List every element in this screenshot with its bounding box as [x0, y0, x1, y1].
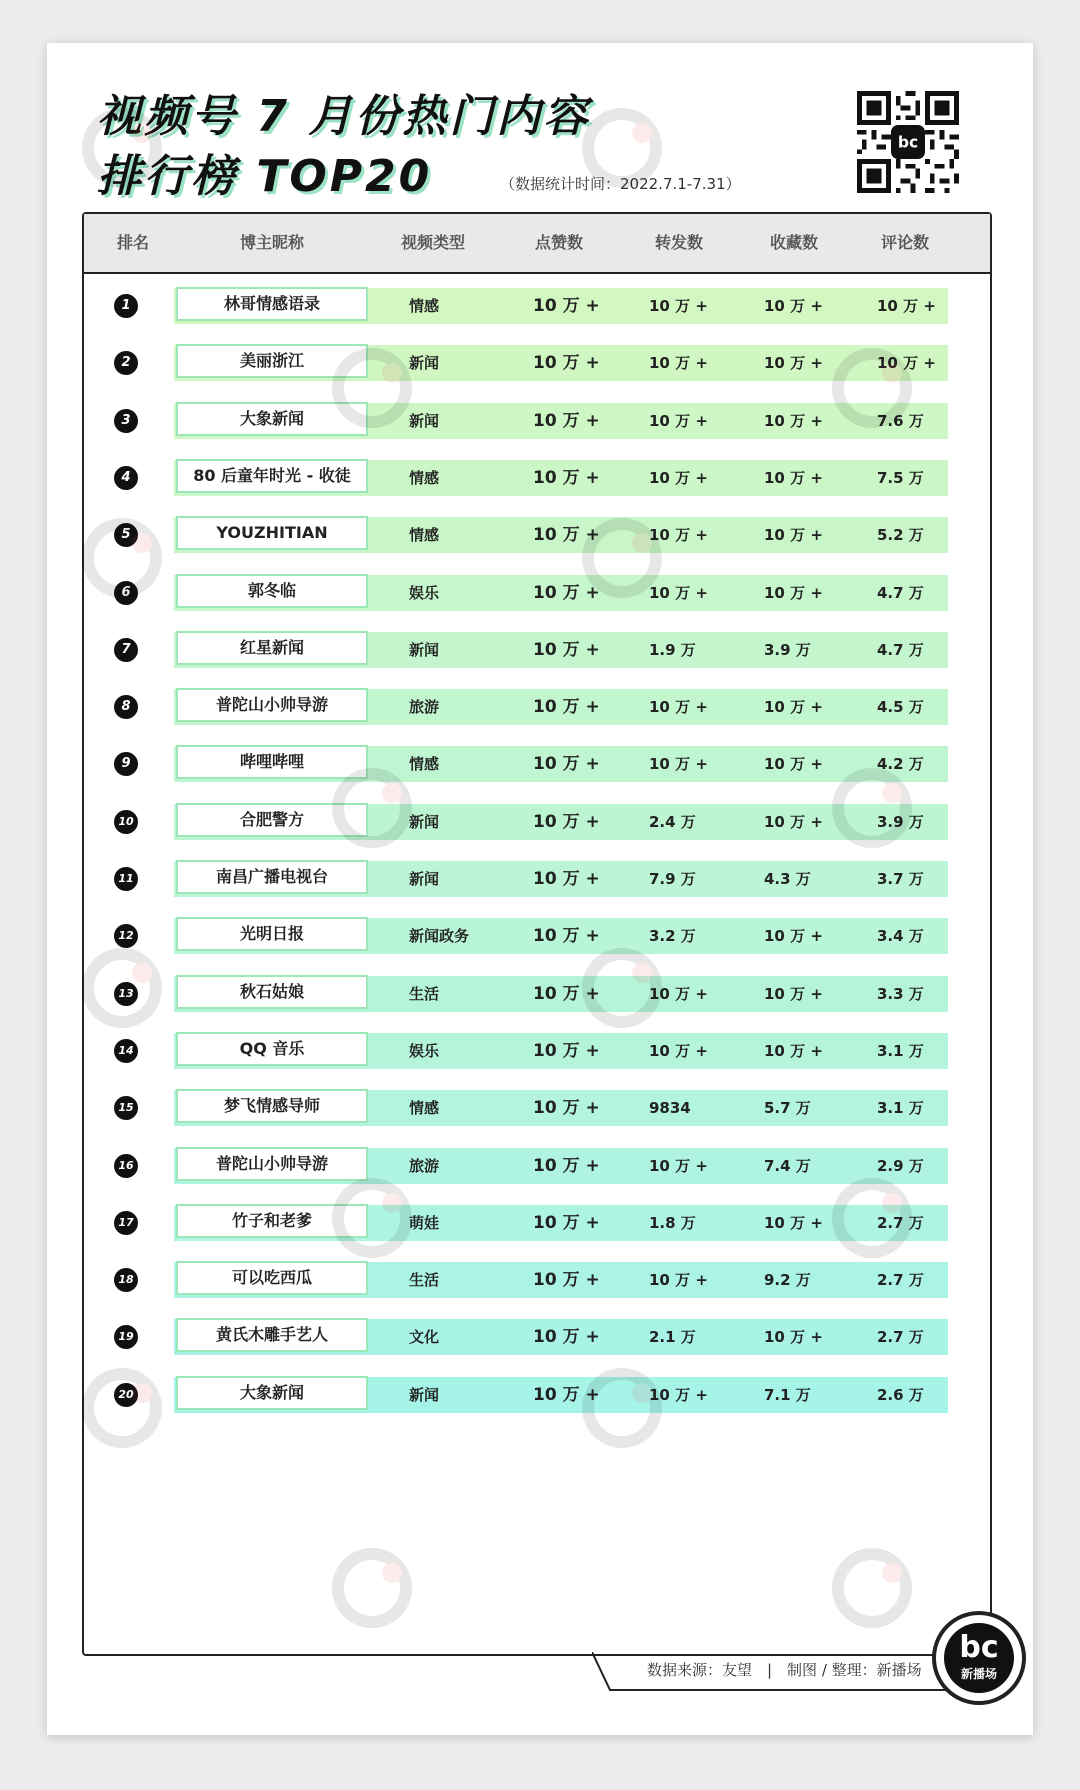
- brand-logo: [932, 1611, 1026, 1705]
- rank-badge: 15: [114, 1096, 138, 1120]
- favorites-count: 10 万 +: [764, 1328, 823, 1347]
- rank-badge: 2: [114, 351, 138, 375]
- table-header: [84, 214, 990, 274]
- blogger-name: 郭冬临: [176, 574, 368, 608]
- comments-count: 3.1 万: [877, 1099, 924, 1118]
- shares-count: 10 万 +: [649, 1385, 708, 1404]
- table-row: [84, 1375, 990, 1415]
- svg-text:bc: bc: [897, 133, 919, 152]
- rank-badge: 13: [114, 982, 138, 1006]
- qr-code: [857, 91, 959, 193]
- favorites-count: 10 万 +: [764, 698, 823, 717]
- brand-logo-text: 新播场: [960, 1667, 997, 1681]
- blogger-name: 黄氏木雕手艺人: [176, 1318, 368, 1352]
- shares-count: 2.4 万: [649, 812, 696, 831]
- favorites-count: 10 万 +: [764, 1213, 823, 1232]
- blogger-name: 红星新闻: [176, 631, 368, 665]
- video-type: 新闻: [409, 870, 440, 888]
- favorites-count: 10 万 +: [764, 583, 823, 602]
- rank-badge: 12: [114, 924, 138, 948]
- col-favorites: 收藏数: [769, 233, 818, 252]
- blogger-name: QQ 音乐: [176, 1032, 368, 1066]
- comments-count: 7.6 万: [877, 411, 924, 430]
- shares-count: 1.9 万: [649, 640, 696, 659]
- blogger-name: 光明日报: [176, 917, 368, 951]
- video-type: 生活: [409, 1271, 440, 1290]
- favorites-count: 10 万 +: [764, 755, 823, 774]
- favorites-count: 7.1 万: [764, 1385, 811, 1404]
- blogger-name: 大象新闻: [176, 402, 368, 436]
- table-row: [84, 1317, 990, 1357]
- comments-count: 10 万 +: [877, 297, 936, 315]
- likes-count: 10 万 +: [533, 1098, 600, 1119]
- blogger-name: YOUZHITIAN: [176, 516, 368, 550]
- comments-count: 2.7 万: [877, 1271, 924, 1290]
- blogger-name: 大象新闻: [176, 1376, 368, 1410]
- likes-count: 10 万 +: [533, 697, 600, 718]
- shares-count: 7.9 万: [649, 870, 696, 888]
- blogger-name: 林哥情感语录: [176, 287, 368, 321]
- comments-count: 2.7 万: [877, 1328, 924, 1347]
- likes-count: 10 万 +: [533, 811, 600, 832]
- likes-count: 10 万 +: [533, 754, 600, 775]
- table-row: [84, 1031, 990, 1071]
- comments-count: 4.2 万: [877, 755, 924, 774]
- video-type: 萌娃: [409, 1213, 440, 1232]
- rank-badge: 20: [114, 1383, 138, 1407]
- col-type: 视频类型: [400, 233, 465, 252]
- comments-count: 4.5 万: [877, 698, 924, 717]
- video-type: 新闻: [409, 354, 440, 373]
- shares-count: 10 万 +: [649, 1156, 708, 1175]
- blogger-name: 哔哩哔哩: [176, 745, 368, 779]
- blogger-name: 竹子和老爹: [176, 1204, 368, 1238]
- video-type: 情感: [409, 1099, 440, 1118]
- blogger-name: 普陀山小帅导游: [176, 688, 368, 722]
- rank-badge: 19: [114, 1325, 138, 1349]
- comments-count: 3.9 万: [877, 812, 924, 831]
- rank-badge: 8: [114, 695, 138, 719]
- blogger-name: 80 后童年时光 - 收徒: [176, 459, 368, 493]
- blogger-name: 秋石姑娘: [176, 975, 368, 1009]
- shares-count: 9834: [649, 1099, 691, 1118]
- blogger-name: 普陀山小帅导游: [176, 1147, 368, 1181]
- video-type: 娱乐: [409, 583, 440, 602]
- rank-badge: 7: [114, 638, 138, 662]
- table-row: [84, 286, 990, 326]
- stat-time: （数据统计时间：2022.7.1-7.31）: [500, 175, 741, 193]
- favorites-count: 5.7 万: [764, 1099, 811, 1118]
- rank-badge: 18: [114, 1268, 138, 1292]
- ranking-card: [47, 43, 1033, 1735]
- video-type: 新闻: [409, 411, 440, 430]
- brand-logo-badge: [944, 1623, 1014, 1693]
- table-row: [84, 401, 990, 441]
- rank-badge: 14: [114, 1039, 138, 1063]
- video-type: 文化: [409, 1328, 440, 1347]
- likes-count: 10 万 +: [533, 353, 600, 374]
- comments-count: 3.3 万: [877, 984, 924, 1003]
- table-row: [84, 343, 990, 383]
- shares-count: 10 万 +: [649, 1041, 708, 1060]
- video-type: 情感: [409, 755, 440, 774]
- favorites-count: 3.9 万: [764, 640, 811, 659]
- table-row: [84, 458, 990, 498]
- blogger-name: 梦飞情感导师: [176, 1089, 368, 1123]
- video-type: 新闻政务: [409, 927, 470, 946]
- rank-badge: 10: [114, 810, 138, 834]
- likes-count: 10 万 +: [533, 1212, 600, 1233]
- favorites-count: 10 万 +: [764, 468, 823, 487]
- title-line-2: 排行榜 TOP20: [97, 151, 433, 202]
- rank-badge: 9: [114, 752, 138, 776]
- table-row: [84, 1146, 990, 1186]
- likes-count: 10 万 +: [533, 926, 600, 947]
- shares-count: 10 万 +: [649, 468, 708, 487]
- comments-count: 3.4 万: [877, 927, 924, 946]
- shares-count: 10 万 +: [649, 583, 708, 602]
- table-row: [84, 687, 990, 727]
- likes-count: 10 万 +: [533, 1384, 600, 1405]
- comments-count: 2.9 万: [877, 1156, 924, 1175]
- table-row: [84, 573, 990, 613]
- table-row: [84, 1203, 990, 1243]
- shares-count: 10 万 +: [649, 755, 708, 774]
- shares-count: 10 万 +: [649, 297, 708, 315]
- table-row: [84, 1088, 990, 1128]
- table-row: [84, 916, 990, 956]
- likes-count: 10 万 +: [533, 525, 600, 546]
- blogger-name: 可以吃西瓜: [176, 1261, 368, 1295]
- col-comments: 评论数: [880, 233, 929, 252]
- blogger-name: 南昌广播电视台: [176, 860, 368, 894]
- comments-count: 2.6 万: [877, 1385, 924, 1404]
- video-type: 新闻: [409, 812, 440, 831]
- rank-badge: 5: [114, 523, 138, 547]
- favorites-count: 10 万 +: [764, 984, 823, 1003]
- table-row: [84, 515, 990, 555]
- comments-count: 4.7 万: [877, 640, 924, 659]
- comments-count: 5.2 万: [877, 526, 924, 545]
- rank-badge: 6: [114, 581, 138, 605]
- video-type: 娱乐: [409, 1041, 440, 1060]
- rank-badge: 17: [114, 1211, 138, 1235]
- shares-count: 10 万 +: [649, 984, 708, 1003]
- likes-count: 10 万 +: [533, 983, 600, 1004]
- likes-count: 10 万 +: [533, 1040, 600, 1061]
- favorites-count: 10 万 +: [764, 927, 823, 946]
- rank-badge: 11: [114, 867, 138, 891]
- video-type: 情感: [409, 526, 440, 545]
- video-type: 情感: [409, 297, 440, 315]
- likes-count: 10 万 +: [533, 410, 600, 431]
- shares-count: 10 万 +: [649, 411, 708, 430]
- table-row: [84, 859, 990, 899]
- table-row: [84, 1260, 990, 1300]
- favorites-count: 10 万 +: [764, 1041, 823, 1060]
- table-row: [84, 802, 990, 842]
- favorites-count: 4.3 万: [764, 870, 811, 888]
- table-row: [84, 744, 990, 784]
- col-shares: 转发数: [654, 233, 703, 252]
- rank-badge: 1: [114, 294, 138, 318]
- likes-count: 10 万 +: [533, 467, 600, 488]
- shares-count: 1.8 万: [649, 1213, 696, 1232]
- title-line-1: 视频号 7 月份热门内容: [97, 91, 591, 142]
- shares-count: 3.2 万: [649, 927, 696, 946]
- favorites-count: 10 万 +: [764, 411, 823, 430]
- col-rank: 排名: [116, 233, 149, 252]
- favorites-count: 7.4 万: [764, 1156, 811, 1175]
- likes-count: 10 万 +: [533, 1327, 600, 1348]
- comments-count: 10 万 +: [877, 354, 936, 373]
- rank-badge: 3: [114, 409, 138, 433]
- video-type: 旅游: [409, 1156, 440, 1175]
- favorites-count: 10 万 +: [764, 812, 823, 831]
- shares-count: 10 万 +: [649, 526, 708, 545]
- likes-count: 10 万 +: [533, 869, 600, 889]
- brand-logo-mark: bc: [959, 1630, 999, 1665]
- comments-count: 3.7 万: [877, 870, 924, 888]
- favorites-count: 10 万 +: [764, 354, 823, 373]
- likes-count: 10 万 +: [533, 1155, 600, 1176]
- table-row: [84, 974, 990, 1014]
- favorites-count: 10 万 +: [764, 526, 823, 545]
- table-row: [84, 630, 990, 670]
- likes-count: 10 万 +: [533, 582, 600, 603]
- comments-count: 4.7 万: [877, 583, 924, 602]
- video-type: 情感: [409, 468, 440, 487]
- data-source: 数据来源：友望 | 制图 / 整理：新播场: [647, 1661, 922, 1679]
- shares-count: 10 万 +: [649, 698, 708, 717]
- favorites-count: 10 万 +: [764, 297, 823, 315]
- comments-count: 3.1 万: [877, 1041, 924, 1060]
- blogger-name: 合肥警方: [176, 803, 368, 837]
- shares-count: 2.1 万: [649, 1328, 696, 1347]
- shares-count: 10 万 +: [649, 354, 708, 373]
- rank-badge: 16: [114, 1154, 138, 1178]
- favorites-count: 9.2 万: [764, 1271, 811, 1290]
- video-type: 生活: [409, 984, 440, 1003]
- shares-count: 10 万 +: [649, 1271, 708, 1290]
- likes-count: 10 万 +: [533, 639, 600, 660]
- likes-count: 10 万 +: [533, 296, 600, 316]
- blogger-name: 美丽浙江: [176, 344, 368, 378]
- video-type: 新闻: [409, 1385, 440, 1404]
- video-type: 旅游: [409, 698, 440, 717]
- comments-count: 2.7 万: [877, 1213, 924, 1232]
- col-likes: 点赞数: [534, 233, 583, 252]
- comments-count: 7.5 万: [877, 468, 924, 487]
- col-name: 博主昵称: [239, 233, 304, 252]
- video-type: 新闻: [409, 640, 440, 659]
- likes-count: 10 万 +: [533, 1270, 600, 1291]
- rank-badge: 4: [114, 466, 138, 490]
- ranking-table: [82, 212, 992, 1656]
